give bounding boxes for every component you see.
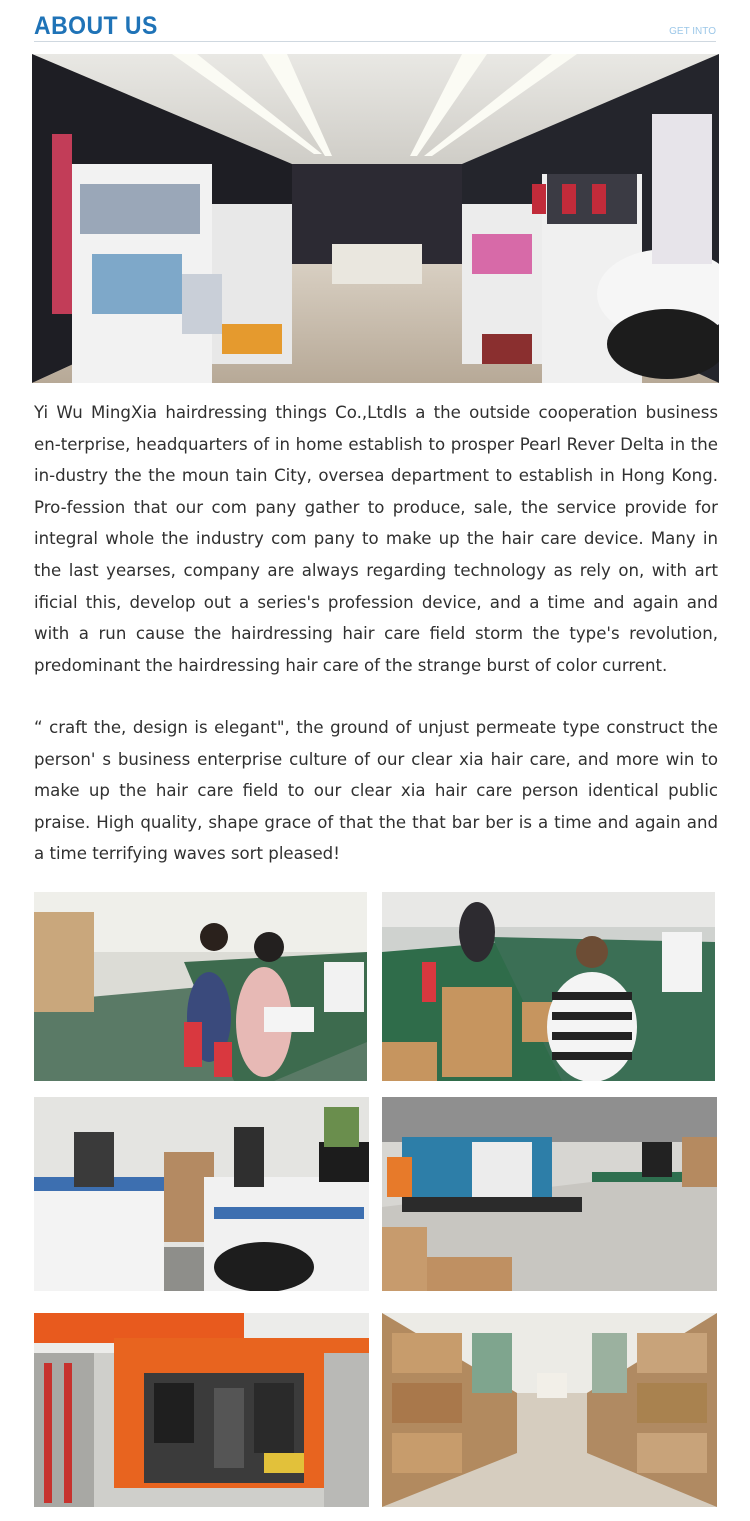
section-header <box>34 10 716 42</box>
store-interior-photo <box>32 54 719 383</box>
laser-machine-illustration <box>34 1097 369 1291</box>
molding-machine-illustration <box>34 1313 369 1507</box>
warehouse-shelves-illustration <box>382 1313 717 1507</box>
assembly-line-illustration <box>34 892 367 1081</box>
warehouse-tables-illustration <box>382 1097 717 1291</box>
warehouse-tables-photo <box>382 1097 717 1291</box>
laser-machines-photo <box>34 1097 369 1291</box>
packing-illustration <box>382 892 715 1081</box>
packing-workers-photo <box>382 892 715 1081</box>
warehouse-shelves-photo <box>382 1313 717 1507</box>
section-title: ABOUT US <box>34 12 158 40</box>
about-paragraph-1: Yi Wu MingXia hairdressing things Co.,LtdIs a the outside cooperation business en-terprise, headquarters of in home establish to prosper Pearl Rever Delta in the in-dustry the the moun tain City, oversea department to establish in Hong Kong. Pro-fession that our com pany gather to produce, sale, the service provide for integral whole the industry com pany to make up the hair care device. Many in the last yearses, company are always regarding technology as rely on, with art ificial this, develop out a series's profession device, and a time and again and with a run cause the hairdressing hair care field storm the type's revolution, predominant the hairdressing hair care of the strange burst of color current. <box>34 403 718 675</box>
store-interior-illustration <box>32 54 719 383</box>
get-into-link[interactable]: GET INTO <box>669 26 716 37</box>
about-paragraph-2: “ craft the, design is elegant", the ground of unjust permeate type construct the person' s business enterprise culture of our clear xia hair care, and more win to make up the hair care field to our clear xia hair care person identical public praise. High quality, shape grace of that the that bar ber is a time and again and a time terrifying waves sort pleased! <box>34 718 718 864</box>
assembly-line-workers-photo <box>34 892 367 1081</box>
orange-molding-machine-photo <box>34 1313 369 1507</box>
